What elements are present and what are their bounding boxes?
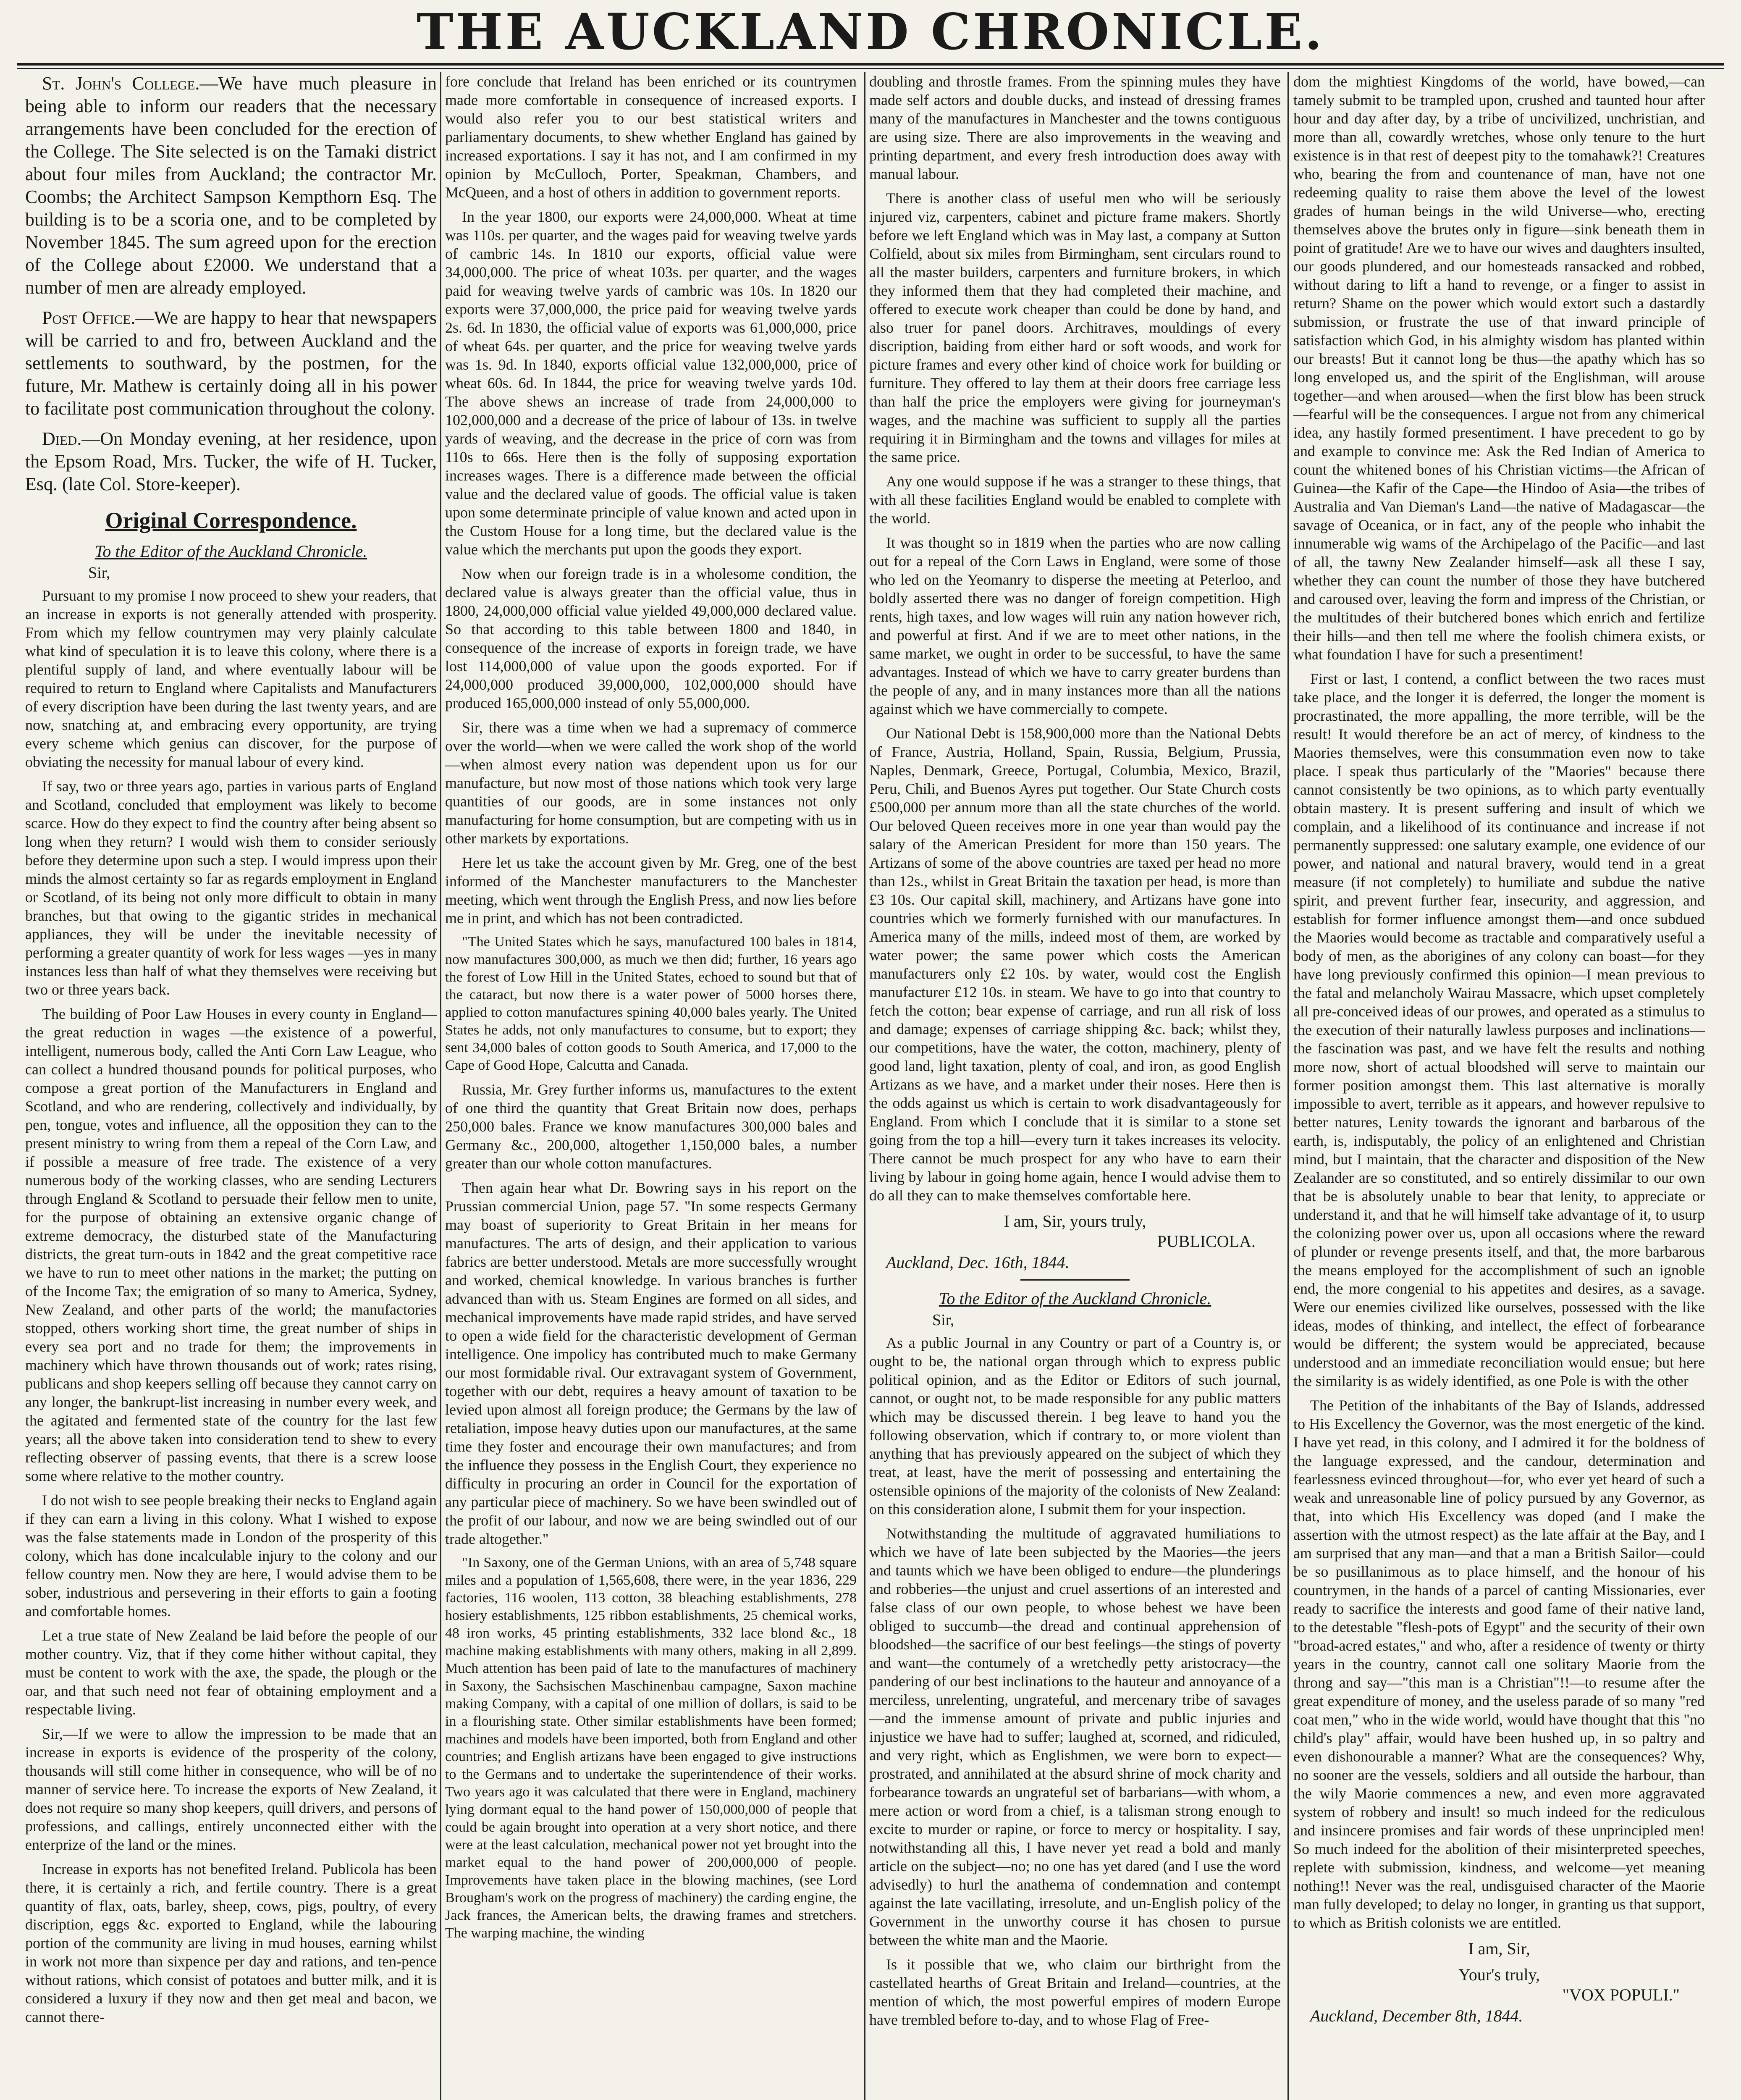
column-3 bbox=[869, 72, 1281, 2100]
newspaper-title: THE AUCKLAND CHRONICLE. bbox=[416, 3, 1325, 61]
paragraph: Increase in exports has not benefited Ireland. Publicola has been there, it is certainly a rich, and fertile country. There is a great quantity of flax, oats, barley, sheep, cows, pigs, poultry, of every discription, eggs &c. exported to England, while the labouring portion of the community are living in mud houses, earning whilst in work not more than sixpence per day and rations, and ten-pence without rations, which consist of potatoes and butter milk, and it is considered a luxury if they now and then get meal and bacon, we cannot there- bbox=[25, 1861, 437, 2025]
paragraph: Russia, Mr. Grey further informs us, manufactures to the extent of one third the quantity that Great Britain now does, perhaps 250,000 bales. France we know manufactures 300,000 bales and Germany &c., 200,000, altogether 1,150,000 bales, a number greater than our whole cotton manufactures. bbox=[445, 1081, 857, 1172]
paragraph: Notwithstanding the multitude of aggravated humiliations to which we have of late been subjected by the Maories—the jeers and taunts which we have been obliged to endure—the plunderings and robberies—the unjust and cruel assertions of an interested and false class of our own people, to whose behest we have been obliged to succumb—the dread and continual apprehension of bloodshed—the sacrifice of our best feelings—the stings of poverty and want—the contumely of a wretchedly petty aristocracy—the pandering of our best inclinations to the hauteur and annoyance of a merciless, unrelenting, ungrateful, and mercenary tribe of savages—and the immense amount of private and public injuries and injustice we have had to suffer; laughed at, scorned, and ridiculed, and very right, which as Englishmen, we were born to expect—prostrated, and annihilated at the absurd shrine of mock charity and forbearance towards an ungrateful set of barbarians—with whom, a mere action or word from a chief, is a talisman strong enough to excite to murder or rapine, or force to mercy or hospitality. I say, notwithstanding all this, I have never yet read a bold and manly article on the subject—no; no one has yet dared (and I use the word advisedly) to hurl the anathema of condemnation and contempt against the late vacillating, irresolute, and un-English policy of the Government in the unworthy course it has chosen to pursue between the white man and the Maorie. bbox=[869, 1525, 1281, 1948]
letter-date: Auckland, December 8th, 1844. bbox=[1310, 2006, 1523, 2025]
paragraph: Sir,—If we were to allow the impression to be made that an increase in exports is evidence of the prosperity of the colony, thousands will still come hither in consequence, who will be of no manner of service here. To increase the exports of New Zealand, it does not require so many shop keepers, quill drivers, and persons of professions, and callings, entirely unconnected either with the enterprize of the land or the mines. bbox=[25, 1725, 437, 1853]
paragraph: Now when our foreign trade is in a wholesome condition, the declared value is always greater than the official value, thus in 1800, 24,000,000 official value yielded 49,000,000 declared value. So that according to this table between 1800 and 1840, in consequence of the increase of exports in foreign trade, we have lost 114,000,000 of value upon the goods exported. For if 24,000,000 produced 39,000,000, 102,000,000 should have produced 165,000,000 instead of only 55,000,000. bbox=[445, 565, 857, 711]
masthead-rule bbox=[17, 63, 1724, 66]
news-item-text: —We have much pleasure in being able to inform our readers that the necessary arrangements have been concluded for the erection of the College. The Site selected is on the Tamaki district about four miles from Auckland; the contractor Mr. Coombs; the Architect Sampson Kempthorn Esq. The building is to be a scoria one, and to be completed by November 1845. The sum agreed upon for the erection of the College about £2000. We understand that a number of men are already employed. bbox=[25, 73, 437, 298]
news-item-heading: St. John's College. bbox=[42, 73, 200, 94]
paragraph: dom the mightiest Kingdoms of the world, have bowed,—can tamely submit to be trampled upon, crushed and taunted hour after hour and day after day, by a tribe of uncivilized, unchristian, and more than all, cowardly wretches, whose only tenure to the hurt existence is in that rest of deepest pity to the tomahawk?! Creatures who, bearing the from and countenance of man, have not one redeeming quality to raise them above the level of the lowest grades of human beings in the wild Universe—who, erecting themselves above the brutes only in figure—sink beneath them in point of gratitude! Are we to have our wives and daughters insulted, our goods plundered, and our homesteads ransacked and robbed, without daring to lift a hand to revenge, or a finger to assist in return? Shame on the power which would extort such a dastardly submission, or frustrate the use of that inward principle of satisfaction which God, in his almighty wisdom has planted within our breasts! But it cannot long be thus—the apathy which has so long enveloped us, and the spirit of the Englishman, will arouse together—and when aroused—when the first blow has been struck—fearful will be the consequences. I argue not from any chimerical idea, any hastily formed presentiment. I have precedent to go by and example to convince me: Ask the Red Indian of America to count the whitened bones of his Christian victims—the African of Guinea—the Kafir of the Cape—the Hindoo of Asia—the tribes of Australia and Van Dieman's Land—the native of Madagascar—the savage of Oceanica, or in fact, any of the people who inhabit the innumerable wig wams of the Archipelago of the Pacific—and last of all, the tawny New Zealander himself—ask all these I say, whether they can count the number of those they have butchered and caroused over, leaving the form and impress of the Christian, or the multitudes of their butchered bones which enrich and fertilize their hills—and then tell me where the foolish chimera exists, or what foundation I have for such a presentiment! bbox=[1293, 73, 1705, 663]
column-divider bbox=[1287, 72, 1289, 2100]
paragraph: There is another class of useful men who will be seriously injured viz, carpenters, cabinet and picture frame makers. Shortly before we left England which was in May last, a company at Sutton Colfield, about six miles from Birmingham, sent circulars round to all the master builders, carpenters and furniture brokers, in which they informed them that they had completed their machine, and offered to execute work cheaper than could be done by hand, and also truer for panel doors. Architraves, mouldings of every discription, baiding from either hard or soft woods, and work for picture frames and every other kind of choice work for building or furniture. They offered to lay them at their doors free carriage less than half the price the employers were giving for journeyman's wages, and the machine was sufficient to supply all the parties requiring it in Birmingham and the towns and villages for miles at the same price. bbox=[869, 190, 1281, 465]
news-item-died bbox=[25, 428, 437, 496]
paragraph: In the year 1800, our exports were 24,000,000. Wheat at time was 110s. per quarter, and the wages paid for weaving twelve yards of cambric 14s. In 1810 our exports, official value were 34,000,000. The price of wheat 103s. per quarter, and the wages paid for weaving twelve yards of cambric was 10s. In 1820 our exports were 37,000,000, the price paid for weaving twelve yards 2s. 6d. In 1830, the official value of exports was 61,000,000, price of wheat 64s. per quarter, and the price for weaving twelve yards was 1s. 9d. In 1840, exports official value 132,000,000, price of wheat 60s. 6d. In 1844, the price for weaving twelve yards 10d. The above shews an increase of trade from 24,000,000 to 102,000,000 and a decrease of the price of labour of 13s. in twelve yards of weaving, and the decrease in the price of corn was from 110s to 66s. Here then is the folly of supposing exportation increases wages. There is a difference made between the official value and the declared value of goods. The official value is taken upon some determinate principle of value known and acted upon in the Custom House for a long time, but the declared value is the value which the merchants put upon the goods they export. bbox=[445, 208, 857, 558]
paragraph: doubling and throstle frames. From the spinning mules they have made self actors and double ducks, and instead of dressing frames many of the manufactures in Manchester and the towns contiguous are using size. There are also improvements in the weaving and printing department, and every fresh introduction does away with manual labour. bbox=[869, 73, 1281, 182]
paragraph: Is it possible that we, who claim our birthright from the castellated hearths of Great Britain and Ireland—countries, at the mention of which, the most powerful empires of modern Europe have trembled before to-day, and to whose Flag of Free- bbox=[869, 1956, 1281, 2028]
column-1 bbox=[25, 72, 437, 2100]
column-4 bbox=[1293, 72, 1705, 2100]
paragraph: Our National Debt is 158,900,000 more than the National Debts of France, Austria, Holland, Spain, Russia, Belgium, Prussia, Naples, Denmark, Greece, Portugal, Columbia, Mexico, Brazil, Peru, Chili, and Buenos Ayres put together. Our State Church costs £500,000 per annum more than all the state churches of the world. Our beloved Queen receives more in one year than would pay the salary of the American President for more than 150 years. The Artizans of some of the above countries are taxed per head no more than 12s., whilst in Great Britain the taxation per head, is more than £3 10s. Our capital skill, machinery, and Artizans have gone into countries which we formerly furnished with our manufactures. In America many of the mills, indeed most of them, are worked by water power; the same power which costs the American manufacturers only £2 10s. by water, would cost the English manufacturer £12 10s. in steam. We have to go into that country to fetch the cotton; bear expense of carriage, and run all risk of loss and damage; expenses of carriage shipping &c. back; whilst they, our competitions, have the water, the cotton, machinery, plenty of good land, light taxation, plenty of coal, and iron, as good English Artizans as we have, and a market under their noses. Here then is the odds against us which is certain to work disadvantageously for England. From which I conclude that it is similar to a stone set going from the top a hill—every turn it takes increases its velocity. There cannot be much prospect for any who have to earn their living by labour in going home again, hence I would advise them to do all they can to make themselves comfortable here. bbox=[869, 725, 1281, 1204]
letter-closing: I am, Sir, yours truly, bbox=[1004, 1212, 1146, 1231]
news-item-heading: Died. bbox=[42, 428, 82, 449]
salutation: Sir, bbox=[88, 564, 110, 582]
letter-signature: PUBLICOLA. bbox=[1157, 1232, 1256, 1251]
section-heading bbox=[25, 506, 437, 535]
masthead-rule-thin bbox=[17, 68, 1724, 69]
paragraph: Here let us take the account given by Mr. Greg, one of the best informed of the Manchester manufacturers to the Manchester meeting, which went through the English Press, and now lies before me in print, and which has not been contradicted. bbox=[445, 854, 857, 927]
masthead bbox=[17, 3, 1724, 66]
paragraph: Let a true state of New Zealand be laid before the people of our mother country. Viz, that if they come hither without capital, they must be content to work with the axe, the spade, the plough or the oar, and that such need not fear of obtaining employment and a respectable living. bbox=[25, 1627, 437, 1718]
letter-closing-2: Your's truly, bbox=[1458, 1965, 1540, 1984]
news-item-text: —On Monday evening, at her residence, upon the Epsom Road, Mrs. Tucker, the wife of H. Tucker, Esq. (late Col. Store-keeper). bbox=[25, 428, 437, 494]
paragraph: I do not wish to see people breaking their necks to England again if they can earn a living in this colony. What I wished to expose was the false statements made in London of the prosperity of this colony, which has done incalculable injury to the colony and our fellow country men. Now they are here, I would advise them to be sober, industrious and persevering in their efforts to gain a footing and comfortable homes. bbox=[25, 1492, 437, 1620]
local-news bbox=[25, 72, 437, 496]
letter-closing: I am, Sir, bbox=[1468, 1939, 1530, 1958]
letter-heading: To the Editor of the Auckland Chronicle. bbox=[939, 1289, 1211, 1308]
paragraph: The building of Poor Law Houses in every county in England—the great reduction in wages —the existence of a powerful, intelligent, numerous body, called the Anti Corn Law League, who can collect a hundred thousand pounds for political purposes, who compose a great portion of the Manufacturers in England and Scotland, and who are rendering, collectively and individually, by pen, tongue, votes and influence, all the opposition they can to the present ministry to wring from them a repeal of the Corn Law, and if possible a measure of free trade. The existence of a very numerous body of the working classes, who are sending Lecturers through England & Scotland to persuade their fellow men to unite, for the purpose of obtaining an extensive organic change of extreme democracy, the disturbed state of the Manufacturing districts, the great turn-outs in 1842 and the great competitive race we have to run to meet other nations in the market; the putting on of the Income Tax; the emigration of so many to America, Sydney, New Zealand, and other parts of the world; the manufactories stopped, others working short time, the great number of ships in every sea port and no trade for them; the improvements in machinery which have thrown thousands out of work; rates rising, publicans and shop keepers selling off because they cannot carry on any longer, the bankrupt-list increasing in number every week, and the agitated and fermented state of the country for the last few years; all the above taken into consideration tend to shew to every reflecting observer of passing events, that there is a screw loose some where relative to the mother country. bbox=[25, 1005, 437, 1484]
letter-date: Auckland, Dec. 16th, 1844. bbox=[886, 1253, 1070, 1272]
paragraph: Sir, there was a time when we had a supremacy of commerce over the world—when we were called the work shop of the world—when almost every nation was dependent upon us for our manufacture, but now most of those nations which took very large quantities of our goods, are in some instances not only manufacturing for home consumption, but are competing with us in other markets by exportations. bbox=[445, 719, 857, 847]
quoted-paragraph: "In Saxony, one of the German Unions, with an area of 5,748 square miles and a population of 1,565,608, there were, in the year 1836, 229 factories, 116 woolen, 113 cotton, 38 bleaching establishments, 278 hosiery establishments, 125 ribbon establishments, 25 chemical works, 48 iron works, 45 printing establishments, 332 lace blond &c., 18 machine making establishments with many others, making in all 2,899. Much attention has been paid of late to the manufactures of machinery in Saxony, the Sachsischen Maschinenbau campagne, Saxon machine making Company, with a capital of one million of dollars, is said to be in a flourishing state. Other similar establishments have been formed; machines and models have been imported, both from England and other countries; and English artizans have been engaged to give instructions to the Germans and to undertake the superintendence of their works. Two years ago it was calculated that there were in England, machinery lying dormant equal to the hand power of 150,000,000 of people that could be again brought into operation at a very short notice, and there were at the least calculation, mechanical power not yet brought into the market equal to the hand power of 200,000,000 of people. Improvements have taken place in the blowing machines, (see Lord Brougham's work on the progress of machinery) the carding engine, the Jack frances, the American belts, the drawing frames and stretchers. The warping machine, the winding bbox=[445, 1555, 857, 1941]
letter-heading: To the Editor of the Auckland Chronicle. bbox=[94, 542, 367, 561]
paragraph: Pursuant to my promise I now proceed to shew your readers, that an increase in exports is not generally attended with prosperity. From which my fellow countrymen may very plainly calculate what kind of speculation it is to leave this colony, where there is a plentiful supply of land, and where eventually labour will be required to return to England where Capitalists and Manufacturers of every discription have been during the last twenty years, and are now, snatching at, and embracing every opportunity, are trying every scheme which genius can discover, for the purpose of obviating the necessity for manual labour of every kind. bbox=[25, 587, 437, 770]
news-item-heading: Post Office. bbox=[42, 307, 136, 328]
column-divider bbox=[440, 72, 441, 2100]
column-2 bbox=[445, 72, 857, 2100]
salutation: Sir, bbox=[932, 1311, 954, 1329]
letter-signature: "VOX POPULI." bbox=[1562, 1985, 1680, 2004]
paragraph: If say, two or three years ago, parties in various parts of England and Scotland, concluded that employment was likely to become scarce. How do they expect to find the country after being absent so long when they return? I would wish them to consider seriously before they determine upon such a step. I would impress upon their minds the almost certainty so far as regards employment in England or Scotland, of its being not only more difficult to obtain in many branches, but that owing to the gigantic strides in mechanical appliances, they will be under the inevitable necessity of performing a greater quantity of work for less wages —yes in many instances less than half of what they themselves were receiving but two or three years back. bbox=[25, 778, 437, 998]
column-divider bbox=[864, 72, 865, 2100]
paragraph: Any one would suppose if he was a stranger to these things, that with all these facilities England would be enabled to complete with the world. bbox=[869, 473, 1281, 527]
paragraph: First or last, I contend, a conflict between the two races must take place, and the longer it is deferred, the longer the moment is procrastinated, the more appalling, the more terrible, will be the result! It would therefore be an act of mercy, of kindness to the Maories themselves, were this consummation even now to take place. I speak thus particularly of the "Maories" because there cannot consistently be two opinions, as to which party eventually obtain mastery. It is present suffering and insult of which we complain, and a likelihood of its continuance and increase if not permanently suppressed: one salutary example, one evidence of our power, and national and natural bravery, would tend in a great measure (if not completely) to humiliate and subdue the native spirit, and prevent further fear, insecurity, and aggression, and establish for former influence amongst them—and once subdued the Maories would become as tractable and comparatively useful a body of men, as the aborigines of any colony can boast—for they have long previously confirmed this opinion—I mean previous to the fatal and melancholy Wairau Massacre, which upset completely all pre-conceived ideas of our prowes, and operated as a stimulus to the execution of their naturally lawless purposes and inclinations—the fascination was past, and we have felt the results and nothing more now, short of actual bloodshed will serve to maintain our former position amongst them. This last alternative is morally impossible to avert, terrible as it appears, and however repulsive to better natures, Lenity towards the ignorant and barbarous of the earth, is, indisputably, the policy of an enlightened and Christian mind, but I maintain, that the character and disposition of the New Zealander are so constituted, and so entirely dissimilar to our own that be is absolutely unable to bear that lenity, to appreciate or understand it, and that he will himself take advantage of it, to usurp the colonizing power over us, upon all occasions where the reward of plunder or revenge presents itself, and that, the more barbarous the means employed for the accomplishment of such an ignoble end, the more congenial to his appetites and desires, as a savage. Were our enemies civilized like ourselves, possessed with the like ideas, modes of thinking, and intellect, the effect of forbearance would be different; the system would be appreciated, because understood and an immediate reconciliation would ensue; but here the similarity is as widely identified, as one Pole is with the other bbox=[1293, 670, 1705, 1389]
paragraph: Then again hear what Dr. Bowring says in his report on the Prussian commercial Union, page 57. "In some respects Germany may boast of superiority to Great Britain in her means for manufactures. The arts of design, and their application to various fabrics are better understood. Metals are more successfully wrought and worked, chemical knowledge. In various branches is further advanced than with us. Steam Engines are formed on all sides, and mechanical improvements have made rapid strides, and have served to open a wide field for the characteristic development of German intelligence. One impolicy has contributed much to make Germany our most formidable rival. Our extravagant system of Government, together with our debt, requires a heavy amount of taxation to be levied upon almost all foreign produce; the Germans by the law of retaliation, impose heavy duties upon our manufactures, at the same time they foster and encourage their own manufactures; and from the influence they possess in the English Court, they experience no difficulty in procuring an order in Council for the exportation of any particular piece of machinery. So we have been swindled out of the profit of our labour, and now we are being swindled out of our trade altogether." bbox=[445, 1179, 857, 1547]
news-item-college bbox=[25, 72, 437, 299]
section-heading-text: Original Correspondence. bbox=[105, 508, 357, 533]
paragraph: It was thought so in 1819 when the parties who are now calling out for a repeal of the Corn Laws in England, were some of those who led on the Yeomanry to disperse the meeting at Peterloo, and boldly asserted there was no danger of foreign competition. High rents, high taxes, and low wages will ruin any nation however rich, and powerful at first. And if we are to meet other nations, in the same market, we ought in order to be successful, to have the same advantages. Instead of which we have to carry greater burdens than the people of any, and in many instances more than all the nations against which we have commercially to compete. bbox=[869, 534, 1281, 717]
news-item-post-office bbox=[25, 307, 437, 420]
paragraph: As a public Journal in any Country or part of a Country is, or ought to be, the national organ through which to express public political opinion, and as the Editor or Editors of such journal, cannot, or ought not, to be made responsible for any public matters which may be discussed therein. I beg leave to hand you the following observation, which if contrary to, or more violent than anything that has previously appeared on the subject of which they treat, at least, have the merit of possessing and entertaining the ostensible opinions of the majority of the colonists of New Zealand: on this consideration alone, I submit them for your inspection. bbox=[869, 1334, 1281, 1517]
news-item-text: —We are happy to hear that newspapers will be carried to and fro, between Auckland and the settlements to southward, by the postmen, for the future, Mr. Mathew is certainly doing all in his power to facilitate post communication throughout the colony. bbox=[25, 307, 437, 419]
paragraph: fore conclude that Ireland has been enriched or its countrymen made more comfortable in consequence of increased exports. I would also refer you to our best statistical writers and parliamentary documents, to shew whether England has gained by increased exportations. I say it has not, and I am confirmed in my opinion by McCulloch, Porter, Speakman, Chambers, and McQueen, and a host of others in addition to government reports. bbox=[445, 73, 857, 201]
letter-divider bbox=[1020, 1279, 1130, 1281]
quoted-paragraph: "The United States which he says, manufactured 100 bales in 1814, now manufactures 300,000, as much we then did; further, 16 years ago the forest of Low Hill in the United States, echoed to sound but that of the cataract, but now there is a water power of 5000 horses there, applied to cotton manufactures spining 40,000 bales yearly. The United States he adds, not only manufactures to consume, but to export; they sent 34,000 bales of cotton goods to South America, and 17,000 to the Cape of Good Hope, Calcutta and Canada. bbox=[445, 934, 857, 1073]
paragraph: The Petition of the inhabitants of the Bay of Islands, addressed to His Excellency the Governor, was the most energetic of the kind. I have yet read, in this colony, and I admired it for the boldness of the language expressed, and the candour, determination and fearlessness evinced throughout—for, who ever yet heard of such a weak and unreasonable line of policy pursued by any Governor, as that, into which His Excellency was doped (and I make the assertion with the utmost respect) as the late affair at the Bay, and I am surprised that any man—and that a man a British Sailor—could be so pusillanimous as to place himself, and the honour of his countrymen, in the hands of a parcel of canting Missionaries, ever ready to sacrifice the interests and good fame of their native land, to the detestable "flesh-pots of Egypt" and the security of their own "broad-acred estates," and who, after a residence of twenty or thirty years in the country, cannot call one solitary Maorie from the throng and say—"this man is a Christian"!!—to resume after the great expenditure of money, and the useless parade of so many "red coat men," who in the wide world, would have thought that this "no child's play" affair, would have been hushed up, in so paltry and even dishonourable a manner? What are the consequences? Why, no sooner are the vessels, soldiers and all outside the harbour, than the wily Maorie commences a new, and even more aggravated system of robbery and insult! so much indeed for the rediculous and insincere promises and fair words of these unprincipled men! So much indeed for the abolition of their misinterpreted speeches, replete with submission, kindness, and welcome—yet meaning nothing!! Never was the real, undisguised character of the Maorie man fully developed; to delay no longer, in granting us that support, to which as British colonists we are entitled. bbox=[1293, 1397, 1705, 1931]
